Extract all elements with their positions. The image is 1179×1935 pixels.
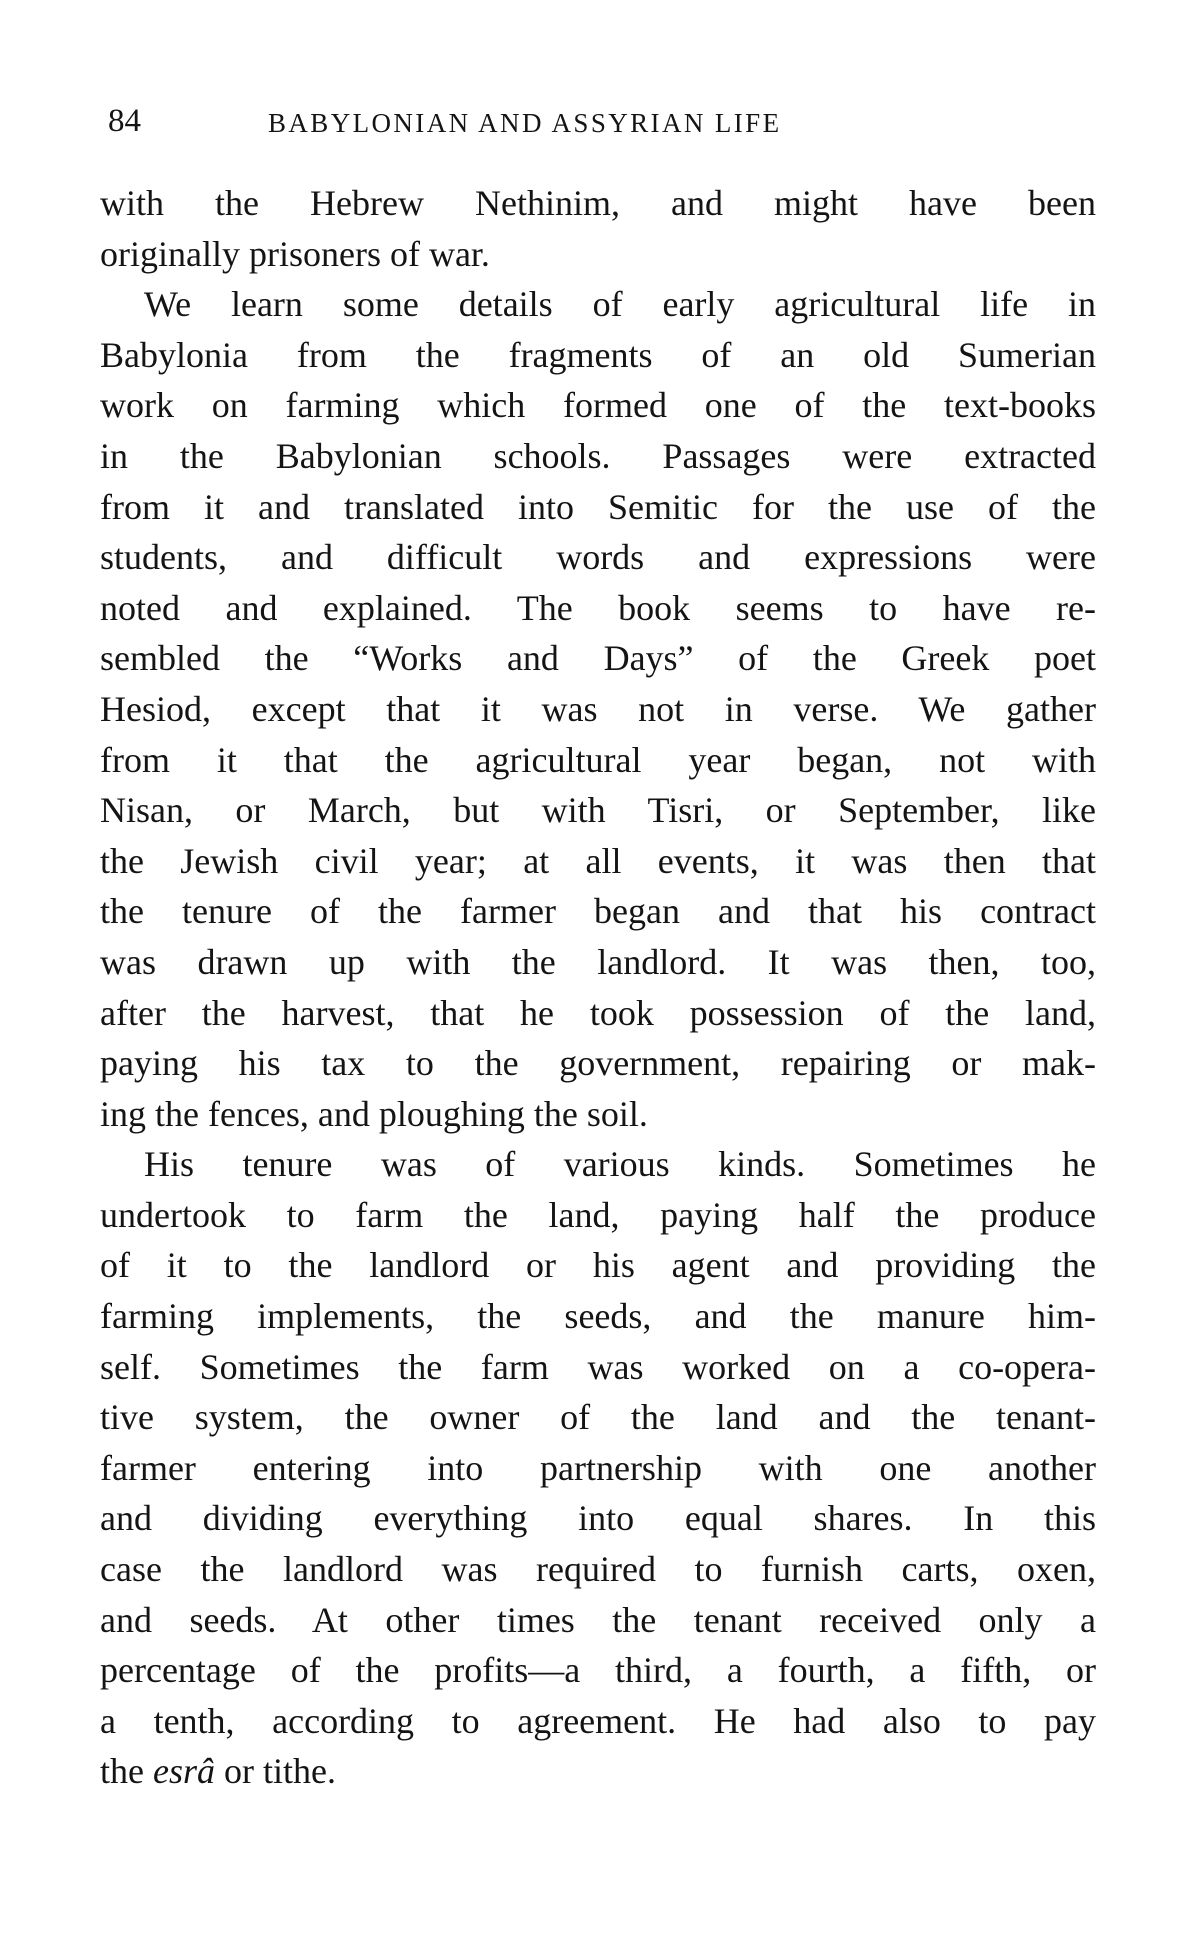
text-line: percentage of the profits—a third, a fourth, a fifth, or xyxy=(100,1650,1096,1691)
text-line: of it to the landlord or his agent and providing the xyxy=(100,1245,1096,1286)
text-line: after the harvest, that he took possession of the land, xyxy=(100,992,1096,1033)
text-line: ing the fences, and ploughing the soil. xyxy=(100,1093,648,1134)
text-line: a tenth, according to agreement. He had also to pay xyxy=(100,1700,1096,1741)
text-line: self. Sometimes the farm was worked on a co-opera- xyxy=(100,1346,1096,1387)
text-line: case the landlord was required to furnish carts, oxen, xyxy=(100,1549,1096,1590)
text-line: with the Hebrew Nethinim, and might have been xyxy=(100,183,1096,223)
text-line-final xyxy=(100,1746,1096,1797)
running-head xyxy=(108,98,1098,144)
text-line: work on farming which formed one of the text-books xyxy=(100,385,1096,426)
text-line: from it and translated into Semitic for the use of the xyxy=(100,486,1096,527)
running-title: BABYLONIAN AND ASSYRIAN LIFE xyxy=(268,108,782,138)
text-line: farmer entering into partnership with one another xyxy=(100,1447,1096,1488)
text-line: Babylonia from the fragments of an old Sumerian xyxy=(100,334,1096,375)
text-line: the Jewish civil year; at all events, it was then that xyxy=(100,840,1096,881)
text-line: and seeds. At other times the tenant received only a xyxy=(100,1599,1096,1640)
body-text xyxy=(100,178,1096,1797)
text-line: was drawn up with the landlord. It was then, too, xyxy=(100,941,1096,982)
text-line: undertook to farm the land, paying half the produce xyxy=(100,1194,1096,1235)
text-line: in the Babylonian schools. Passages were extracted xyxy=(100,435,1096,476)
text-line: Hesiod, except that it was not in verse. We gather xyxy=(100,688,1096,729)
text-line: tive system, the owner of the land and the tenant- xyxy=(100,1397,1096,1438)
italic-term: esrâ xyxy=(152,1751,215,1792)
page-number: 84 xyxy=(108,103,141,139)
text-fragment: or tithe. xyxy=(214,1751,336,1792)
text-line: students, and difficult words and expressions were xyxy=(100,537,1096,578)
text-fragment: the xyxy=(100,1751,153,1792)
text-line: paying his tax to the government, repairing or mak- xyxy=(100,1043,1096,1084)
text-line: noted and explained. The book seems to have re- xyxy=(100,587,1096,628)
text-line: His tenure was of various kinds. Sometimes he xyxy=(144,1144,1096,1185)
text-line: originally prisoners of war. xyxy=(100,233,490,274)
text-line: farming implements, the seeds, and the manure him- xyxy=(100,1296,1096,1337)
text-line: Nisan, or March, but with Tisri, or September, like xyxy=(100,790,1096,831)
text-line: We learn some details of early agricultural life in xyxy=(144,284,1096,325)
text-line: sembled the “Works and Days” of the Greek poet xyxy=(100,638,1096,679)
text-line: from it that the agricultural year began, not with xyxy=(100,739,1096,780)
text-line: and dividing everything into equal shares. In this xyxy=(100,1498,1096,1539)
text-line: the tenure of the farmer began and that his contract xyxy=(100,891,1096,932)
